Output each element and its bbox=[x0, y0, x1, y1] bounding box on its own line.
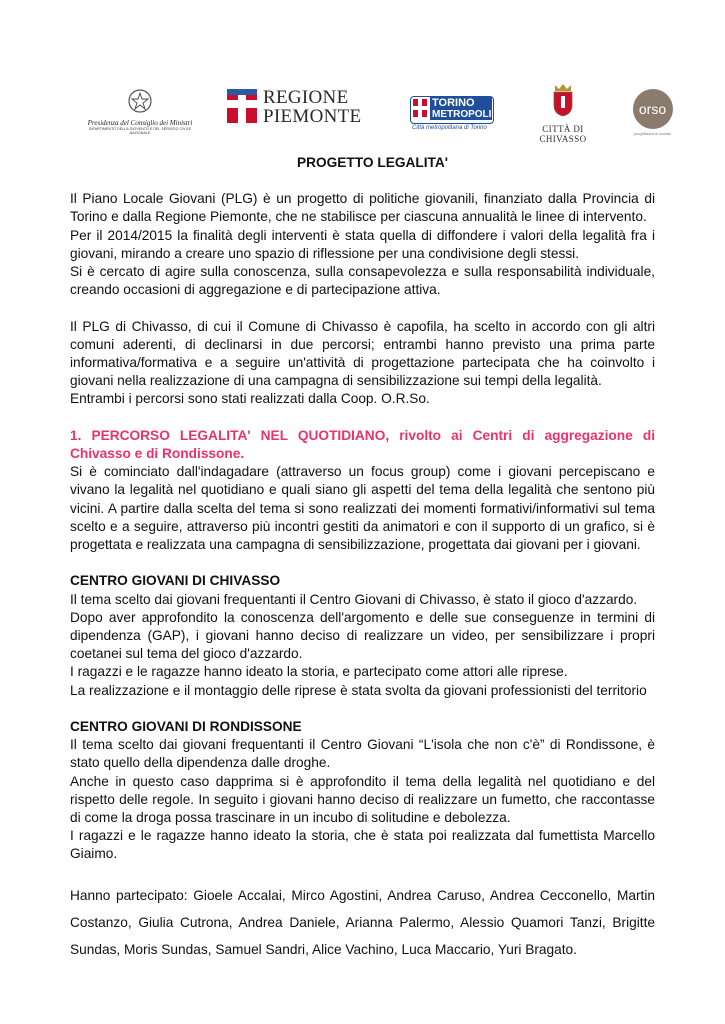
intro-paragraph-1: Il Piano Locale Giovani (PLG) è un progetto di politiche giovanili, finanziato dalla Provincia di Torino e dalla Regione Piemonte, che ne stabilisce per ciascuna annualità le linee di intervento. bbox=[70, 191, 655, 225]
presidenza-logo bbox=[80, 88, 200, 135]
chivasso-line-4: La realizzazione e il montaggio delle riprese è stata svolta da giovani professionisti del territorio bbox=[70, 682, 647, 698]
torino-subtitle: Città metropolitana di Torino bbox=[412, 125, 487, 131]
orso-subtitle: progettazione sociale bbox=[633, 131, 672, 136]
regione-piemonte-logo bbox=[227, 87, 362, 127]
intro-paragraph-3: Si è cercato di agire sulla conoscenza, sulla consapevolezza e sulla responsabilità individuale, creando occasioni di aggregazione e di partecipazione attiva. bbox=[70, 264, 655, 298]
rondissone-line-3: I ragazzi e le ragazze hanno ideato la storia, che è stata poi realizzata dal fumettista Marcello Giaimo. bbox=[70, 828, 655, 862]
chivasso-section-heading: CENTRO GIOVANI DI CHIVASSO bbox=[70, 573, 281, 589]
chivasso-line-1: Il tema scelto dai giovani frequentanti il Centro Giovani di Chivasso, è stato il gioco d'azzardo. bbox=[70, 591, 638, 607]
logo-bar bbox=[70, 80, 672, 145]
regione-line1: REGIONE bbox=[263, 87, 349, 108]
percorso1-body: Si è cominciato dall'indagadare (attraverso un focus group) come i giovani percepiscano e vivano la legalità nel quotidiano e quali siano gli aspetti del tema della legalità che sentono più vicini. A partire dalla scelta del tema si sono realizzati dei momenti formativi/informativi sul tema scelto e a seguire, attraverso più incontri gestiti da animatori e con il supporto di un grafico, si è progettata e realizzata una campagna di sensibilizzazione, progettata dai giovani per i giovani. bbox=[70, 464, 655, 553]
presidenza-subtitle: DIPARTIMENTO DELLA GIOVENTÙ E DEL SERVIZIO CIVILE NAZIONALE bbox=[88, 127, 192, 135]
plg-paragraph-1: Il PLG di Chivasso, di cui il Comune di Chivasso è capofila, ha scelto in accordo con gli altri comuni aderenti, di declinarsi in due percorsi; entrambi hanno previsto una prima parte informativa/formativa e a seguire un'attività di progettazione partecipata che ha coinvolto i giovani nella realizzazione di una campagna di sensibilizzazione sui tempi della legalità. bbox=[70, 318, 655, 389]
intro-paragraph-2: Per il 2014/2015 la finalità degli interventi è stata quella di diffondere i valori della legalità fra i giovani, mirando a creare uno spazio di riflessione per una condivisione degli stessi. bbox=[70, 227, 655, 261]
plg-paragraph-2: Entrambi i percorsi sono stati realizzati dalla Coop. O.R.So. bbox=[70, 391, 430, 407]
torino-line2: METROPOLI bbox=[432, 109, 492, 120]
rondissone-line-2: Anche in questo caso dapprima si è approfondito il tema della legalità nel quotidiano e del rispetto delle regole. In seguito i giovani hanno deciso di realizzare un fumetto, che raccontasse di come la droga possa trascinare in un incubo di solitudine e debolezza. bbox=[70, 773, 655, 826]
italian-emblem-icon bbox=[127, 88, 153, 114]
presidenza-title: Presidenza del Consiglio dei Ministri bbox=[87, 119, 193, 127]
orso-name: orso bbox=[633, 89, 673, 129]
rondissone-line-1: Il tema scelto dai giovani frequentanti il Centro Giovani “L'isola che non c'è” di Rondissone, è stato quello della dipendenza dalle droghe. bbox=[70, 737, 655, 771]
rondissone-section-heading: CENTRO GIOVANI DI RONDISSONE bbox=[70, 719, 302, 735]
document-body bbox=[70, 154, 655, 963]
chivasso-crest-icon bbox=[551, 83, 575, 117]
torino-line1: TORINO bbox=[430, 97, 492, 109]
chivasso-name: CITTÀ DI CHIVASSO bbox=[539, 124, 587, 144]
document-title: PROGETTO LEGALITA' bbox=[296, 155, 449, 170]
citta-chivasso-logo bbox=[523, 83, 603, 144]
regione-line2: PIEMONTE bbox=[263, 106, 362, 127]
orso-logo bbox=[625, 89, 680, 136]
participants-list: Hanno partecipato: Gioele Accalai, Mirco Agostini, Andrea Caruso, Andrea Cecconello, Martin Costanzo, Giulia Cutrona, Andrea Daniele, Arianna Palermo, Alessio Quamori Tanzi, Brigitte Sundas, Moris Sundas, Samuel Sandri, Alice Vachino, Luca Maccario, Yuri Bragato. bbox=[70, 887, 655, 957]
torino-metropoli-logo bbox=[410, 96, 495, 136]
chivasso-line-3: I ragazzi e le ragazze hanno ideato la storia, e partecipato come attori alle riprese. bbox=[70, 664, 568, 680]
percorso1-heading: 1. PERCORSO LEGALITA' NEL QUOTIDIANO, rivolto ai Centri di aggregazione di Chivasso e di Rondissone. bbox=[70, 427, 655, 462]
chivasso-line-2: Dopo aver approfondito la conoscenza dell'argomento e delle sue conseguenze in termini di dipendenza (GAP), i giovani hanno deciso di realizzare un video, per sensibilizzare i propri coetanei sul tema del gioco d'azzardo. bbox=[70, 609, 655, 662]
